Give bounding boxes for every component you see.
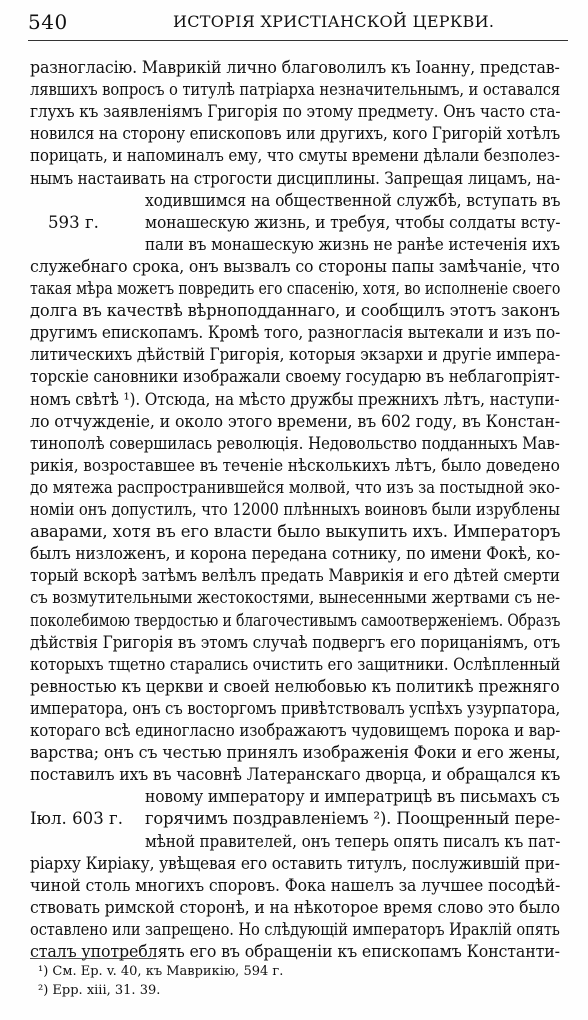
text-line: ріарху Киріаку, увѣщевая его оставить титулъ, послужившій при-	[30, 853, 560, 873]
text-line: другимъ епископамъ. Кромѣ того, разногласія вытекали и изъ по-	[30, 323, 561, 343]
text-line: мѣной правителей, онъ теперь опять писалъ къ пат-	[145, 831, 561, 851]
text-line: номіи онъ допустилъ, что 12000 плѣнныхъ воиновъ были изрублены	[30, 500, 560, 519]
text-line: ло отчужденіе, и около этого времени, въ 602 году, въ Констан-	[30, 411, 560, 431]
text-line: ревностью къ церкви и своей нелюбовью къ политикѣ прежняго	[30, 676, 560, 696]
text-line: нымъ настаивать на строгости дисциплины. Запрещая лицамъ, на-	[30, 168, 561, 188]
text-line: варства; онъ съ честью принялъ изображенія Фоки и его жены,	[30, 743, 561, 763]
text-line: сталъ употреблять его въ обращеніи къ епископамъ Константи-	[30, 942, 560, 961]
text-line: поколебимою твердостью и благочестивымъ самоотверженіемъ. Образъ	[30, 610, 561, 630]
text-line: пали въ монашескую жизнь не ранѣе истеченія ихъ	[145, 234, 561, 254]
header-rule	[28, 40, 568, 41]
text-line: которыхъ тщетно старались очистить его защитники. Ослѣпленный	[30, 654, 561, 674]
footnote-rule	[30, 958, 156, 959]
text-line: горячимъ поздравленіемъ ²). Поощренный пере-	[145, 809, 560, 829]
text-line: съ возмутительными жестокостями, вынесенными жертвами съ не-	[30, 588, 560, 608]
text-line: монашескую жизнь, и требуя, чтобы солдаты всту-	[145, 212, 561, 232]
text-line: ствовать римской сторонѣ, и на нѣкоторое время слово это было	[30, 897, 560, 917]
text-line: до мятежа распространившейся молвой, что изъ за постыдной эко-	[30, 477, 560, 497]
text-line: дѣйствія Григорія въ этомъ случаѣ подвергъ его порицаніямъ, отъ	[30, 632, 561, 652]
margin-date-note: Іюл. 603 г.	[30, 809, 124, 829]
text-line: такая мѣра можетъ повредить его спасенію, хотя, во исполненіе своего	[30, 279, 561, 298]
text-line: порицать, и напоминалъ ему, что смуты времени дѣлали безполез-	[30, 146, 560, 166]
footnote: ¹) См. Ер. v. 40, къ Маврикію, 594 г.	[38, 964, 284, 979]
text-line: новому императору и императрицѣ въ письмахъ съ	[145, 787, 560, 807]
text-line: чиной столь многихъ споровъ. Фока нашелъ за лучшее посодѣй-	[30, 875, 561, 895]
text-line: литическихъ дѣйствій Григорія, которыя экзархи и другіе импера-	[30, 345, 561, 365]
page-header	[28, 10, 568, 44]
text-line: рикія, возроставшее въ теченіе нѣсколькихъ лѣтъ, было доведено	[30, 455, 560, 475]
text-line: номъ свѣтѣ ¹). Отсюда, на мѣсто дружбы прежнихъ лѣтъ, наступи-	[30, 389, 560, 409]
margin-date-note: 593 г.	[48, 212, 99, 232]
text-line: глухъ къ заявленіямъ Григорія по этому предмету. Онъ часто ста-	[30, 102, 561, 122]
footnote: ²) Epp. xiii, 31. 39.	[38, 983, 161, 998]
text-line: ходившимся на общественной службѣ, вступать въ	[145, 190, 561, 210]
text-line: долга въ качествѣ вѣрноподданнаго, и сообщилъ этотъ законъ	[30, 301, 560, 321]
text-line: поставилъ ихъ въ часовнѣ Латеранскаго дворца, и обращался къ	[30, 765, 561, 785]
text-line: былъ низложенъ, и корона передана сотнику, по имени Фокѣ, ко-	[30, 544, 561, 564]
text-line: торскіе сановники изображали своему государю въ неблагопріят-	[30, 367, 560, 387]
running-title: ИСТОРІЯ ХРИСТІАНСКОЙ ЦЕРКВИ.	[173, 12, 495, 31]
text-line: торый вскорѣ затѣмъ велѣлъ предать Маврикія и его дѣтей смерти	[30, 566, 560, 586]
text-line: императора, онъ съ восторгомъ привѣтствовалъ успѣхъ узурпатора,	[30, 698, 561, 718]
text-line: разногласію. Маврикій лично благоволилъ къ Іоанну, представ-	[30, 58, 560, 77]
text-line: служебнаго срока, онъ вызвалъ со стороны папы замѣчаніе, что	[30, 256, 560, 276]
text-line: оставлено или запрещено. Но слѣдующій императоръ Ираклій опять	[30, 919, 560, 939]
text-line: аварами, хотя въ его власти было выкупить ихъ. Императоръ	[30, 522, 561, 542]
text-line: тинополѣ совершилась революція. Недовольство подданныхъ Мав-	[30, 433, 560, 453]
page-number: 540	[28, 10, 68, 34]
text-line: новился на сторону епископовъ или другихъ, кого Григорій хотѣлъ	[30, 124, 561, 144]
text-line: лявшихъ вопросъ о титулѣ патріарха незначительнымъ, и оставался	[30, 80, 561, 100]
text-line: котораго всѣ единогласно изображаютъ чудовищемъ порока и вар-	[30, 721, 561, 740]
